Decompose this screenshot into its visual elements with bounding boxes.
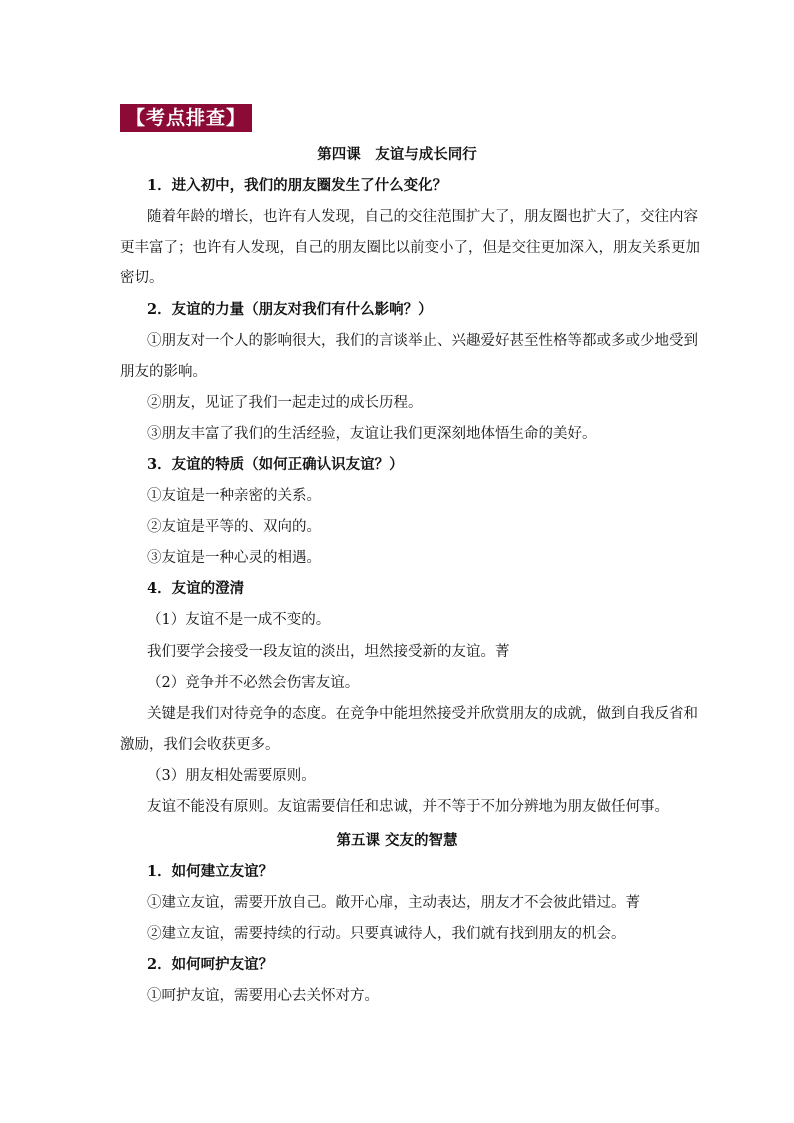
paragraph-line: ①呵护友谊，需要用心去关怀对方。 [147, 988, 379, 1004]
paragraph-line: ③友谊是一种心灵的相遇。 [147, 550, 321, 566]
section-badge: 【考点排查】 [120, 104, 252, 132]
paragraph-line: 更丰富了；也许有人发现，自己的朋友圈比以前变小了，但是交往更加深入，朋友关系更加 [120, 240, 700, 256]
paragraph-line: 激励，我们会收获更多。 [120, 737, 280, 753]
paragraph-line: ①建立友谊，需要开放自己。敞开心扉，主动表达，朋友才不会彼此错过。菁 [147, 895, 640, 911]
paragraph-line: ②朋友，见证了我们一起走过的成长历程。 [147, 395, 423, 411]
paragraph-line: 朋友的影响。 [120, 364, 207, 380]
paragraph-line: ①朋友对一个人的影响很大，我们的言谈举止、兴趣爱好甚至性格等都或多或少地受到 [147, 333, 698, 349]
paragraph-line: （2）竞争并不必然会伤害友谊。 [147, 675, 360, 691]
lesson4-title: 第四课 友谊与成长同行 [317, 146, 477, 163]
paragraph-line: （1）友谊不是一成不变的。 [147, 612, 331, 628]
lesson4-q2-heading: 2．友谊的力量（朋友对我们有什么影响？） [147, 301, 433, 318]
paragraph-line: ②友谊是平等的、双向的。 [147, 519, 321, 535]
lesson5-q2-heading: 2．如何呵护友谊？ [147, 956, 274, 973]
paragraph-line: 友谊不能没有原则。友谊需要信任和忠诚，并不等于不加分辨地为朋友做任何事。 [147, 799, 669, 815]
paragraph-line: ③朋友丰富了我们的生活经验，友谊让我们更深刻地体悟生命的美好。 [147, 426, 597, 442]
lesson4-q4-heading: 4．友谊的澄清 [147, 580, 245, 597]
paragraph-line: 关键是我们对待竞争的态度。在竞争中能坦然接受并欣赏朋友的成就，做到自我反省和 [147, 706, 698, 722]
paragraph-line: 随着年龄的增长，也许有人发现，自己的交往范围扩大了，朋友圈也扩大了，交往内容 [147, 209, 698, 225]
lesson5-title: 第五课 交友的智慧 [336, 832, 458, 849]
lesson4-q3-heading: 3．友谊的特质（如何正确认识友谊？） [147, 456, 404, 473]
paragraph-line: ②建立友谊，需要持续的行动。只要真诚待人，我们就有找到朋友的机会。 [147, 926, 626, 942]
lesson4-q1-heading: 1．进入初中，我们的朋友圈发生了什么变化？ [147, 177, 448, 194]
paragraph-line: （3）朋友相处需要原则。 [147, 768, 316, 784]
paragraph-line: ①友谊是一种亲密的关系。 [147, 488, 321, 504]
paragraph-line: 我们要学会接受一段友谊的淡出，坦然接受新的友谊。菁 [147, 644, 510, 660]
paragraph-line: 密切。 [120, 270, 164, 286]
lesson5-q1-heading: 1．如何建立友谊？ [147, 863, 274, 880]
